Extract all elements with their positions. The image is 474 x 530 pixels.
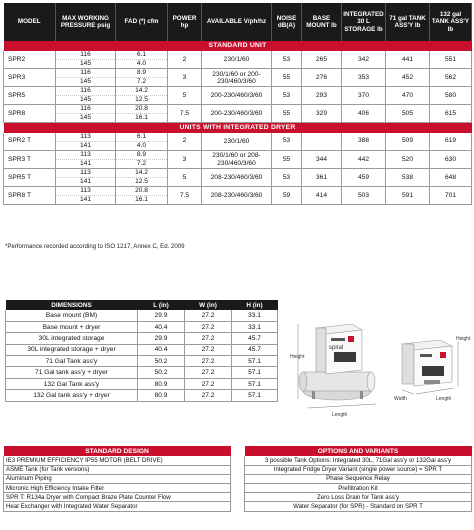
option-item: Zero Loss Drain for Tank ass'y	[245, 493, 472, 502]
standard-item: Heat Exchanger with Integrated Water Separator	[4, 502, 231, 511]
section-title: STANDARD UNIT	[4, 41, 472, 51]
pressure-cell: 116	[56, 69, 116, 78]
dim-height: 45.7	[232, 344, 278, 355]
standard-item: ASME Tank (for Tank versions)	[4, 465, 231, 474]
column-gap	[231, 446, 245, 456]
dim-col-name: DIMENSIONS	[6, 300, 138, 310]
dim-width: 27.2	[185, 378, 232, 389]
option-item: Phase Sequence Relay	[245, 474, 472, 483]
dim-height: 57.1	[232, 367, 278, 378]
standard-item: IE3 PREMIUM EFFICIENCY IP55 MOTOR (BELT DRIVE)	[4, 456, 231, 465]
model-cell: SPR2 T	[4, 133, 56, 151]
spec-row	[4, 105, 472, 114]
pressure-cell: 141	[56, 160, 116, 169]
dim-name: 132 Gal tank ass'y + dryer	[6, 390, 138, 401]
unit-length-label: Length	[436, 396, 452, 402]
options-header: OPTIONS AND VARIANTS	[245, 446, 472, 456]
noise-cell: 59	[272, 187, 302, 205]
column-gap	[231, 493, 245, 502]
dim-width: 27.2	[185, 344, 232, 355]
standard-item: SPR T: R134a Dryer with Compact Braze Plate Counter Flow	[4, 493, 231, 502]
dim-width: 27.2	[185, 390, 232, 401]
unit-height-label: Height	[456, 336, 471, 342]
power-cell: 7.5	[168, 187, 202, 205]
tank132-cell: 630	[430, 151, 472, 169]
dim-length: 80.9	[138, 378, 185, 389]
spec-row	[4, 151, 472, 160]
spec-row	[4, 51, 472, 60]
dimensions-row	[6, 378, 278, 389]
base-cell: 293	[302, 87, 342, 105]
fad-cell: 8.9	[116, 151, 168, 160]
spec-row	[4, 133, 472, 142]
fad-cell: 20.8	[116, 105, 168, 114]
voltage-cell: 230/1/60	[202, 51, 272, 69]
dim-width: 27.2	[185, 367, 232, 378]
power-cell: 2	[168, 51, 202, 69]
dimensions-row	[6, 333, 278, 344]
base-cell: 361	[302, 169, 342, 187]
model-cell: SPR3	[4, 69, 56, 87]
power-cell: 5	[168, 87, 202, 105]
base-cell: 329	[302, 105, 342, 123]
pressure-cell: 113	[56, 133, 116, 142]
storage-cell: 353	[342, 69, 386, 87]
base-cell: 276	[302, 69, 342, 87]
dimensions-table	[5, 300, 278, 402]
spec-table	[3, 3, 472, 205]
storage-cell: 342	[342, 51, 386, 69]
design-row	[4, 493, 472, 502]
height-label: Height	[290, 354, 305, 360]
tank71-cell: 505	[386, 105, 430, 123]
pressure-cell: 141	[56, 142, 116, 151]
fad-cell: 16.1	[116, 196, 168, 205]
fad-cell: 8.9	[116, 69, 168, 78]
power-cell: 3	[168, 69, 202, 87]
base-cell: 414	[302, 187, 342, 205]
power-cell: 2	[168, 133, 202, 151]
pressure-cell: 113	[56, 169, 116, 178]
dimensions-row	[6, 344, 278, 355]
fad-cell: 14.2	[116, 169, 168, 178]
pressure-cell: 116	[56, 105, 116, 114]
dim-length: 29.9	[138, 333, 185, 344]
length-dimension-line	[308, 404, 376, 408]
product-dimension-figure	[290, 300, 472, 430]
fad-cell: 7.2	[116, 78, 168, 87]
dim-height: 57.1	[232, 356, 278, 367]
dim-col-width: W (in)	[185, 300, 232, 310]
spec-row	[4, 87, 472, 96]
column-gap	[231, 456, 245, 465]
option-item: Water Separator (for SPR) - Standard on SPR T	[245, 502, 472, 511]
dim-width: 27.2	[185, 356, 232, 367]
storage-cell: 388	[342, 133, 386, 151]
pressure-cell: 141	[56, 178, 116, 187]
col-fad: FAD (*) cfm	[116, 3, 168, 41]
tank71-cell: 470	[386, 87, 430, 105]
col-pressure: MAX WORKING PRESSURE psig	[56, 3, 116, 41]
section-dryer	[4, 123, 472, 133]
dim-col-length: L (in)	[138, 300, 185, 310]
dim-name: 71 Gal Tank ass'y	[6, 356, 138, 367]
col-model: MODEL	[4, 3, 56, 41]
column-gap	[231, 465, 245, 474]
power-cell: 5	[168, 169, 202, 187]
dim-height: 33.1	[232, 310, 278, 321]
tank132-cell: 615	[430, 105, 472, 123]
unit-length-dimension-line	[416, 388, 454, 394]
pressure-cell: 113	[56, 151, 116, 160]
model-cell: SPR2	[4, 51, 56, 69]
col-noise: NOISE dB(A)	[272, 3, 302, 41]
tank132-cell: 619	[430, 133, 472, 151]
dimensions-row	[6, 390, 278, 401]
col-voltage: AVAILABLE V/ph/hz	[202, 3, 272, 41]
tank132-cell: 551	[430, 51, 472, 69]
design-row	[4, 484, 472, 493]
fad-cell: 6.1	[116, 133, 168, 142]
tank71-cell: 520	[386, 151, 430, 169]
tank132-cell: 580	[430, 87, 472, 105]
spec-row	[4, 169, 472, 178]
tank132-cell: 701	[430, 187, 472, 205]
fad-cell: 20.8	[116, 187, 168, 196]
dim-length: 40.4	[138, 344, 185, 355]
fad-cell: 4.0	[116, 142, 168, 151]
dim-name: Base mount (BM)	[6, 310, 138, 321]
voltage-cell: 230/1/60	[202, 133, 272, 151]
dimensions-row	[6, 321, 278, 332]
column-gap	[231, 484, 245, 493]
noise-cell: 53	[272, 169, 302, 187]
noise-cell: 53	[272, 133, 302, 151]
standard-design-header: STANDARD DESIGN	[4, 446, 231, 456]
brand-text: spiral	[329, 345, 344, 351]
noise-cell: 53	[272, 87, 302, 105]
voltage-cell: 200-230/460/3/60	[202, 105, 272, 123]
dim-name: 30L integrated storage + dryer	[6, 344, 138, 355]
column-gap	[231, 474, 245, 483]
section-title: UNITS WITH INTEGRATED DRYER	[4, 123, 472, 133]
dim-width: 27.2	[185, 310, 232, 321]
model-cell: SPR5	[4, 87, 56, 105]
dim-name: 71 Gal tank ass'y + dryer	[6, 367, 138, 378]
pressure-cell: 116	[56, 87, 116, 96]
tank71-cell: 538	[386, 169, 430, 187]
dim-length: 50.2	[138, 356, 185, 367]
col-base-mount: BASE MOUNT lb	[302, 3, 342, 41]
col-tank-132: 132 gal TANK ASS'Y lb	[430, 3, 472, 41]
tank-assembly-drawing	[299, 324, 375, 400]
design-header-row	[4, 446, 472, 456]
option-item: 3 possible Tank Options: Integrated 30L, 71Gal ass'y or 132Gal ass'y	[245, 456, 472, 465]
fad-cell: 6.1	[116, 51, 168, 60]
dim-length: 50.2	[138, 367, 185, 378]
storage-cell: 459	[342, 169, 386, 187]
width-label: Width	[394, 396, 407, 402]
dim-height: 57.1	[232, 378, 278, 389]
dimensions-row	[6, 367, 278, 378]
tank71-cell: 509	[386, 133, 430, 151]
pressure-cell: 145	[56, 96, 116, 105]
dimensions-row	[6, 356, 278, 367]
pressure-cell: 141	[56, 196, 116, 205]
dim-width: 27.2	[185, 321, 232, 332]
design-options-table	[3, 446, 472, 512]
col-integrated-storage: INTEGRATED 30 L STORAGE lb	[342, 3, 386, 41]
dimensions-row	[6, 310, 278, 321]
voltage-cell: 230/1/60 or 200-230/460/3/60	[202, 69, 272, 87]
option-item: Integrated Fridge Dryer Variant (single power source) = SPR T	[245, 465, 472, 474]
fad-cell: 12.5	[116, 178, 168, 187]
design-row	[4, 465, 472, 474]
standard-item: Micronic High Efficiency Intake Filter	[4, 484, 231, 493]
fad-cell: 16.1	[116, 114, 168, 123]
base-mount-unit-drawing	[402, 340, 452, 386]
spec-row	[4, 69, 472, 78]
pressure-cell: 145	[56, 60, 116, 69]
model-cell: SPR3 T	[4, 151, 56, 169]
width-dimension-line	[402, 390, 414, 394]
pressure-cell: 116	[56, 51, 116, 60]
voltage-cell: 208-230/460/3/60	[202, 169, 272, 187]
voltage-cell: 200-230/460/3/60	[202, 87, 272, 105]
dim-length: 80.9	[138, 390, 185, 401]
performance-footnote: *Performance recorded according to ISO 1217, Annex C, Ed. 2009	[5, 243, 185, 250]
standard-item: Aluminum Piping	[4, 474, 231, 483]
voltage-cell: 230/1/60 or 208-230/460/3/60	[202, 151, 272, 169]
dim-name: 30L integrated storage	[6, 333, 138, 344]
dimensions-header-row	[6, 300, 278, 310]
pressure-cell: 145	[56, 78, 116, 87]
option-item: Prefiltration Kit	[245, 484, 472, 493]
power-cell: 7.5	[168, 105, 202, 123]
dim-name: 132 Gal Tank ass'y	[6, 378, 138, 389]
dim-height: 33.1	[232, 321, 278, 332]
spec-row	[4, 187, 472, 196]
dim-height: 45.7	[232, 333, 278, 344]
spec-header-row	[4, 3, 472, 41]
model-cell: SPR8 T	[4, 187, 56, 205]
design-row	[4, 456, 472, 465]
pressure-cell: 145	[56, 114, 116, 123]
design-row	[4, 502, 472, 511]
fad-cell: 7.2	[116, 160, 168, 169]
dim-length: 29.9	[138, 310, 185, 321]
noise-cell: 55	[272, 69, 302, 87]
dim-name: Base mount + dryer	[6, 321, 138, 332]
dim-col-height: H (in)	[232, 300, 278, 310]
base-cell: 344	[302, 151, 342, 169]
section-standard	[4, 41, 472, 51]
storage-cell: 406	[342, 105, 386, 123]
tank71-cell: 441	[386, 51, 430, 69]
design-row	[4, 474, 472, 483]
pressure-cell: 113	[56, 187, 116, 196]
length-label: Length	[332, 412, 348, 418]
base-cell: 265	[302, 51, 342, 69]
storage-cell: 503	[342, 187, 386, 205]
base-cell	[302, 133, 342, 151]
noise-cell: 55	[272, 151, 302, 169]
col-tank-71: 71 gal TANK ASS'Y lb	[386, 3, 430, 41]
compressor-illustration	[290, 300, 472, 430]
col-power: POWER hp	[168, 3, 202, 41]
column-gap	[231, 502, 245, 511]
fad-cell: 14.2	[116, 87, 168, 96]
fad-cell: 12.5	[116, 96, 168, 105]
power-cell: 3	[168, 151, 202, 169]
noise-cell: 55	[272, 105, 302, 123]
model-cell: SPR5 T	[4, 169, 56, 187]
dim-height: 57.1	[232, 390, 278, 401]
voltage-cell: 208-230/460/3/60	[202, 187, 272, 205]
fad-cell: 4.0	[116, 60, 168, 69]
dim-width: 27.2	[185, 333, 232, 344]
model-cell: SPR8	[4, 105, 56, 123]
noise-cell: 53	[272, 51, 302, 69]
tank71-cell: 591	[386, 187, 430, 205]
tank132-cell: 648	[430, 169, 472, 187]
storage-cell: 370	[342, 87, 386, 105]
storage-cell: 442	[342, 151, 386, 169]
tank132-cell: 562	[430, 69, 472, 87]
tank71-cell: 452	[386, 69, 430, 87]
dim-length: 40.4	[138, 321, 185, 332]
